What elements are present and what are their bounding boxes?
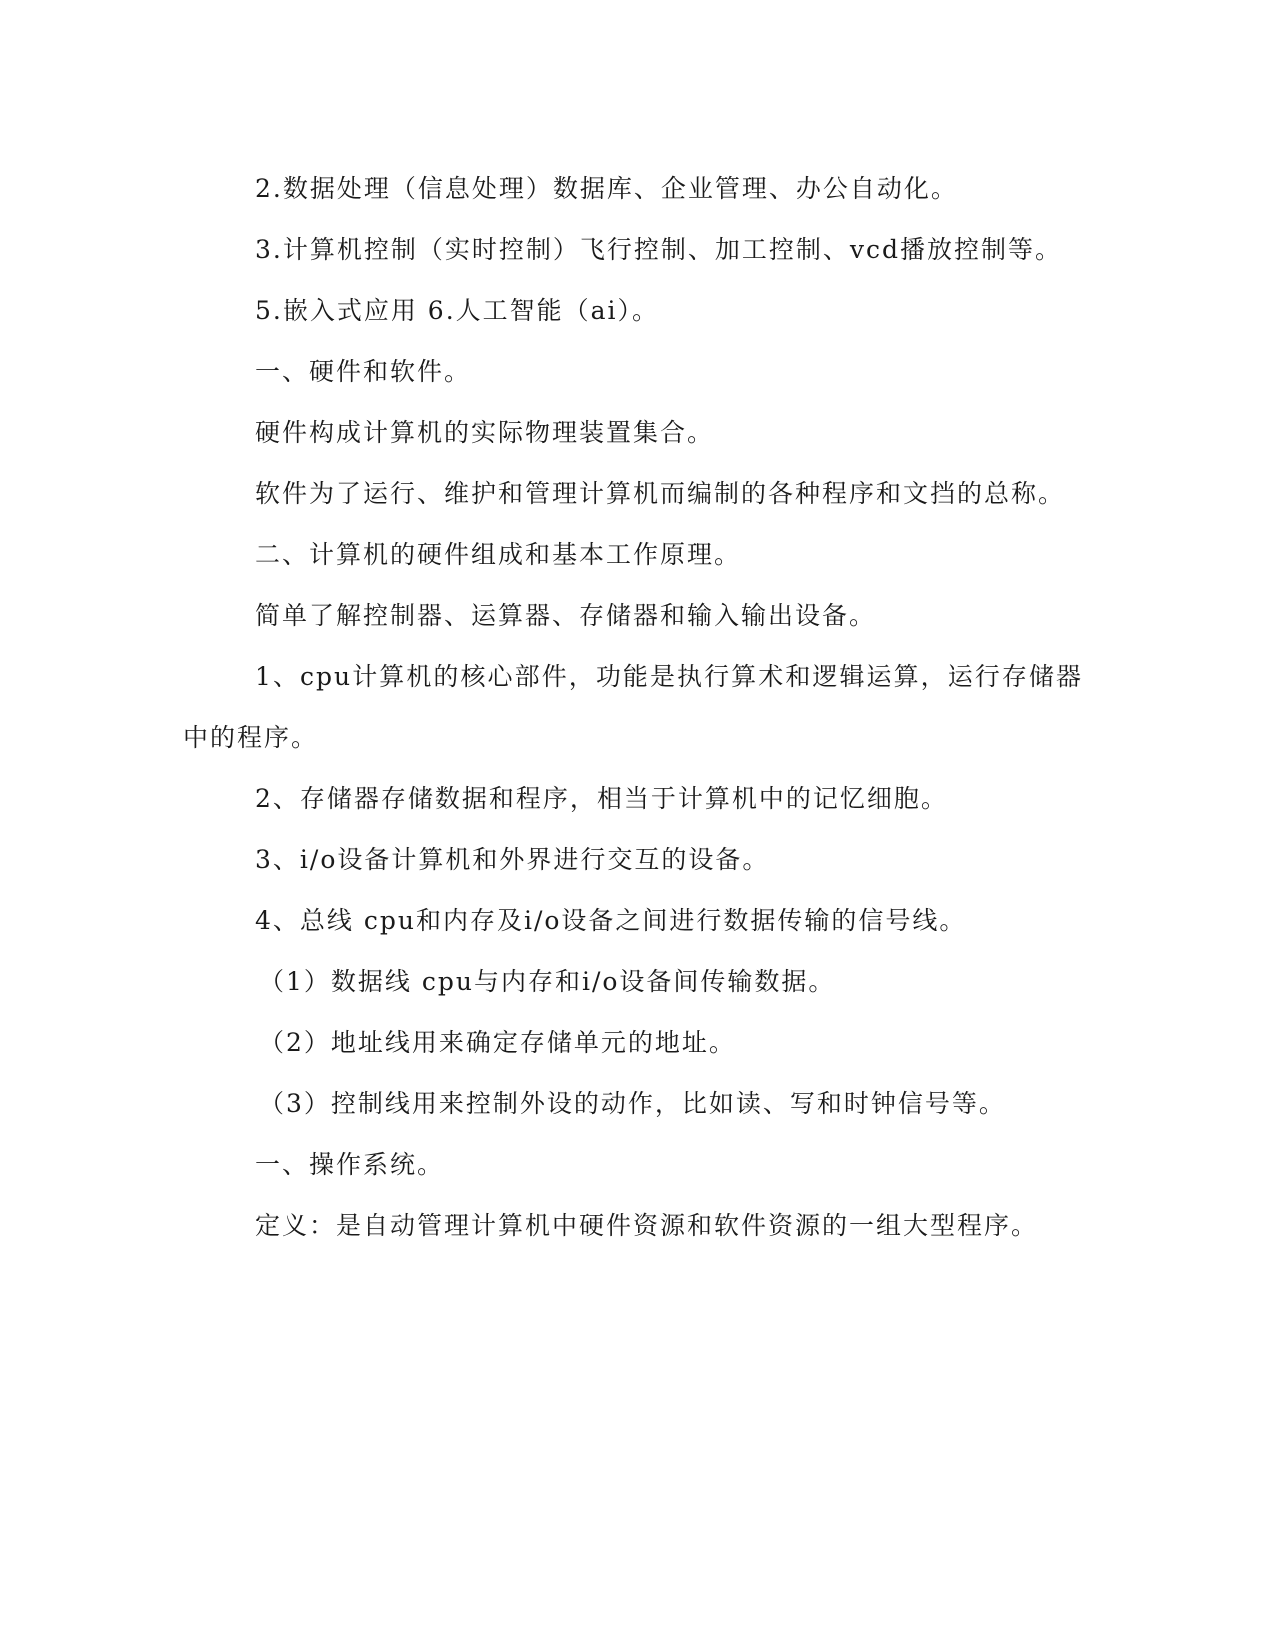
paragraph-control-bus: （3）控制线用来控制外设的动作，比如读、写和时钟信号等。 [259, 1089, 1006, 1118]
paragraph-data-bus: （1）数据线 cpu与内存和i/o设备间传输数据。 [259, 967, 836, 996]
paragraph-os-definition: 定义：是自动管理计算机中硬件资源和软件资源的一组大型程序。 [255, 1211, 1039, 1240]
paragraph-embedded-ai: 5.嵌入式应用 6.人工智能（ai）。 [255, 296, 660, 325]
paragraph-overview: 简单了解控制器、运算器、存储器和输入输出设备。 [255, 601, 877, 630]
paragraph-hardware-definition: 硬件构成计算机的实际物理装置集合。 [255, 418, 715, 447]
paragraph-bus: 4、总线 cpu和内存及i/o设备之间进行数据传输的信号线。 [255, 906, 967, 935]
paragraph-io-devices: 3、i/o设备计算机和外界进行交互的设备。 [255, 845, 770, 874]
paragraph-data-processing: 2.数据处理（信息处理）数据库、企业管理、办公自动化。 [255, 174, 958, 203]
heading-hardware-composition: 二、计算机的硬件组成和基本工作原理。 [255, 540, 742, 569]
paragraph-computer-control: 3.计算机控制（实时控制）飞行控制、加工控制、vcd播放控制等。 [255, 235, 1062, 264]
heading-operating-system: 一、操作系统。 [255, 1150, 445, 1179]
paragraph-memory: 2、存储器存储数据和程序，相当于计算机中的记忆细胞。 [255, 784, 948, 813]
paragraph-cpu: 1、cpu计算机的核心部件，功能是执行算术和逻辑运算，运行存储器中的程序。 [183, 662, 1083, 752]
paragraph-address-bus: （2）地址线用来确定存储单元的地址。 [259, 1028, 736, 1057]
document-body [183, 158, 1083, 1256]
paragraph-software-definition: 软件为了运行、维护和管理计算机而编制的各种程序和文挡的总称。 [255, 479, 1066, 508]
heading-hardware-software: 一、硬件和软件。 [255, 357, 472, 386]
